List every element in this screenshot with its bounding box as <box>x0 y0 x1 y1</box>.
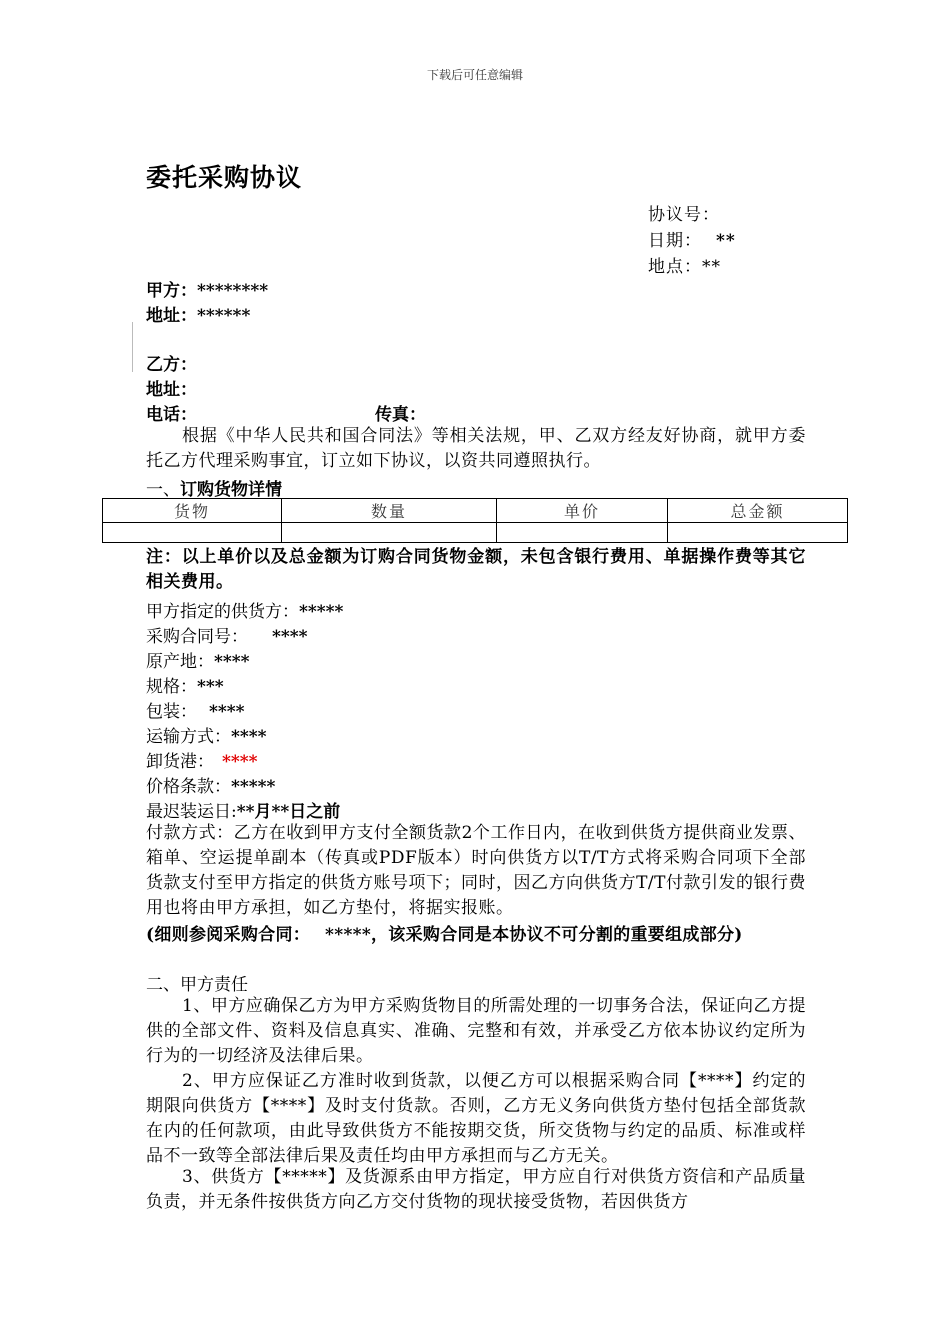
unit-price-header-cell: 单价 <box>497 499 668 523</box>
section2-heading: 二、甲方责任 <box>146 975 248 995</box>
transport-value: **** <box>231 727 267 747</box>
agreement-number: 协议号： <box>648 205 720 225</box>
goods-table-header <box>103 499 848 523</box>
origin-label: 原产地： <box>146 652 214 672</box>
supplier-field <box>146 597 343 622</box>
table-cell <box>497 523 668 543</box>
supplier-label: 甲方指定的供货方： <box>146 602 299 622</box>
table-row <box>103 523 848 543</box>
port-value: **** <box>222 752 258 772</box>
total-amount-header-cell: 总金额 <box>668 499 848 523</box>
date-value: ** <box>716 231 736 251</box>
party-a-address <box>146 301 250 326</box>
intro-paragraph: 根据《中华人民共和国合同法》等相关法规，甲、乙双方经友好协商，就甲方委托乙方代理采购事宜，订立如下协议，以资共同遵照执行。 <box>146 426 806 471</box>
section2-item-3: 3、供货方【*****】及货源系由甲方指定，甲方应自行对供货方资信和产品质量负责，并无条件按供货方向乙方交付货物的现状接受货物，若因供货方 <box>146 1167 806 1212</box>
section2-item-1: 1、甲方应确保乙方为甲方采购货物目的所需处理的一切事务合法，保证向乙方提供的全部文件、资料及信息真实、准确、完整和有效，并承受乙方依本协议约定所为行为的一切经济及法律后果。 <box>146 996 806 1066</box>
cursor-mark <box>132 322 133 372</box>
party-b-phone: 电话： <box>146 405 197 425</box>
contract-detail-note: (细则参阅采购合同： *****，该采购合同是本协议不可分割的重要组成部分) <box>146 925 743 945</box>
party-b-address: 地址： <box>146 380 197 400</box>
contract-field <box>146 622 308 647</box>
quantity-header-cell: 数量 <box>282 499 497 523</box>
goods-table <box>102 498 848 543</box>
party-a-addr-label: 地址： <box>146 306 197 326</box>
price-terms-value: ***** <box>231 777 276 797</box>
section1-heading <box>146 475 282 500</box>
table-cell <box>668 523 848 543</box>
supplier-value: ***** <box>299 602 344 622</box>
transport-field <box>146 722 267 747</box>
party-b-name: 乙方： <box>146 355 197 375</box>
shipment-field <box>146 797 340 822</box>
agreement-date <box>648 226 736 251</box>
goods-header-cell: 货物 <box>103 499 282 523</box>
shipment-label: 最迟装运日: <box>146 802 237 822</box>
origin-value: **** <box>214 652 250 672</box>
table-cell <box>103 523 282 543</box>
document-title: 委托采购协议 <box>146 163 303 192</box>
price-note: 注：以上单价以及总金额为订购合同货物金额，未包含银行费用、单据操作费等其它相关费用。 <box>146 547 806 592</box>
party-a-value: ******** <box>197 281 269 301</box>
payment-paragraph: 付款方式：乙方在收到甲方支付全额货款2个工作日内，在收到供货方提供商业发票、箱单、空运提单副本（传真或PDF版本）时向供货方以T/T方式将采购合同项下全部货款支付至甲方指定的供货方账号项下；同时，因乙方向供货方T/T付款引发的银行费用也将由甲方承担，如乙方垫付，将据实报账。 <box>146 823 806 918</box>
packing-field <box>146 697 245 722</box>
transport-label: 运输方式： <box>146 727 231 747</box>
port-field <box>146 747 258 772</box>
date-label: 日期： <box>648 231 702 251</box>
price-terms-field <box>146 772 275 797</box>
shipment-value: **月**日之前 <box>236 802 341 822</box>
spec-field <box>146 672 224 697</box>
spec-label: 规格： <box>146 677 197 697</box>
contract-value: **** <box>272 627 308 647</box>
party-a-addr-value: ****** <box>197 306 251 326</box>
table-cell <box>282 523 497 543</box>
page-header-note: 下载后可任意编辑 <box>426 68 523 82</box>
section2-item-2: 2、甲方应保证乙方准时收到货款，以便乙方可以根据采购合同【****】约定的期限向供货方【****】及时支付货款。否则，乙方无义务向供货方垫付包括全部货款在内的任何款项，由此导致供货方不能按期交货，所交货物与约定的品质、标准或样品不一致等全部法律后果及责任均由甲方承担而与乙方无关。 <box>146 1071 806 1166</box>
party-b-fax: 传真： <box>375 405 426 425</box>
packing-label: 包装： <box>146 702 197 722</box>
spec-value: *** <box>197 677 224 697</box>
origin-field <box>146 647 250 672</box>
agreement-place: 地点：** <box>648 257 721 277</box>
port-label: 卸货港： <box>146 752 214 772</box>
section1-title: 订购货物详情 <box>180 480 282 500</box>
price-terms-label: 价格条款： <box>146 777 231 797</box>
packing-value: **** <box>209 702 245 722</box>
party-a-name <box>146 276 268 301</box>
party-a-label: 甲方： <box>146 281 197 301</box>
contract-label: 采购合同号： <box>146 627 248 647</box>
section1-prefix: 一、 <box>146 480 180 500</box>
